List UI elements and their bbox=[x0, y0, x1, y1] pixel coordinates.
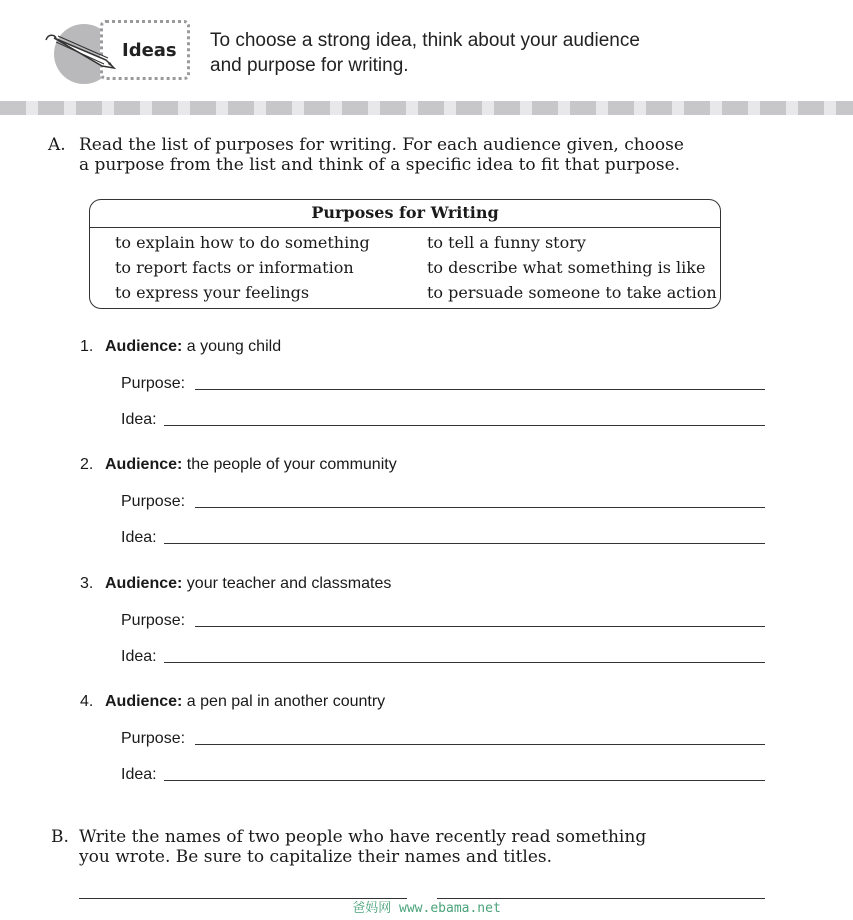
section-b-line-1: Write the names of two people who have recently read something bbox=[79, 827, 647, 847]
idea-label: Idea: bbox=[121, 411, 157, 428]
idea-label: Idea: bbox=[121, 648, 157, 665]
audience-value: a young child bbox=[186, 338, 282, 355]
dashed-divider bbox=[0, 101, 853, 115]
section-b-instructions bbox=[79, 827, 719, 867]
purpose-item: to explain how to do something bbox=[115, 233, 370, 252]
question-4-idea-line[interactable] bbox=[164, 780, 765, 781]
question-1-purpose-line[interactable] bbox=[195, 389, 765, 390]
section-a-line-2: a purpose from the list and think of a specific idea to fit that purpose. bbox=[79, 155, 681, 175]
question-4-number: 4. bbox=[80, 693, 94, 710]
question-1-idea-line[interactable] bbox=[164, 425, 765, 426]
page-header bbox=[0, 0, 853, 100]
purpose-item: to express your feelings bbox=[115, 283, 310, 302]
section-a-letter: A. bbox=[48, 135, 66, 155]
watermark-text: 爸妈网 www.ebama.net bbox=[352, 901, 501, 916]
idea-label: Idea: bbox=[121, 529, 157, 546]
audience-value: your teacher and classmates bbox=[186, 575, 392, 592]
question-1-number: 1. bbox=[80, 338, 94, 355]
question-3-number: 3. bbox=[80, 575, 94, 592]
header-instruction bbox=[210, 28, 810, 78]
purpose-label: Purpose: bbox=[121, 375, 186, 392]
section-a-instructions bbox=[79, 135, 719, 175]
question-3-purpose-line[interactable] bbox=[195, 626, 765, 627]
question-2-audience bbox=[105, 456, 397, 474]
question-4-audience bbox=[105, 693, 385, 711]
header-instruction-line-1: To choose a strong idea, think about your audience bbox=[210, 30, 640, 51]
ideas-badge-label: Ideas bbox=[122, 40, 177, 61]
question-4-purpose-line[interactable] bbox=[195, 744, 765, 745]
audience-label: Audience: bbox=[105, 693, 183, 710]
audience-label: Audience: bbox=[105, 338, 183, 355]
purpose-item: to persuade someone to take action bbox=[427, 283, 717, 302]
question-3-audience bbox=[105, 575, 391, 593]
section-a-line-1: Read the list of purposes for writing. For each audience given, choose bbox=[79, 135, 684, 155]
purpose-item: to tell a funny story bbox=[427, 233, 586, 252]
audience-value: a pen pal in another country bbox=[186, 693, 386, 710]
purpose-label: Purpose: bbox=[121, 612, 186, 629]
question-3-idea-line[interactable] bbox=[164, 662, 765, 663]
purpose-item: to describe what something is like bbox=[427, 258, 706, 277]
purposes-box-divider bbox=[90, 227, 720, 228]
audience-label: Audience: bbox=[105, 456, 183, 473]
idea-label: Idea: bbox=[121, 766, 157, 783]
purpose-item: to report facts or information bbox=[115, 258, 354, 277]
purposes-box bbox=[89, 199, 721, 309]
audience-value: the people of your community bbox=[186, 456, 397, 473]
question-2-number: 2. bbox=[80, 456, 94, 473]
question-2-purpose-line[interactable] bbox=[195, 507, 765, 508]
section-b-line-2: you wrote. Be sure to capitalize their names and titles. bbox=[79, 847, 553, 867]
pencil-icon bbox=[44, 30, 124, 74]
purposes-box-title: Purposes for Writing bbox=[311, 203, 499, 222]
header-instruction-line-2: and purpose for writing. bbox=[210, 55, 409, 76]
purpose-label: Purpose: bbox=[121, 730, 186, 747]
purpose-label: Purpose: bbox=[121, 493, 186, 510]
question-2-idea-line[interactable] bbox=[164, 543, 765, 544]
question-1-audience bbox=[105, 338, 281, 356]
section-b-letter: B. bbox=[51, 827, 69, 847]
audience-label: Audience: bbox=[105, 575, 183, 592]
